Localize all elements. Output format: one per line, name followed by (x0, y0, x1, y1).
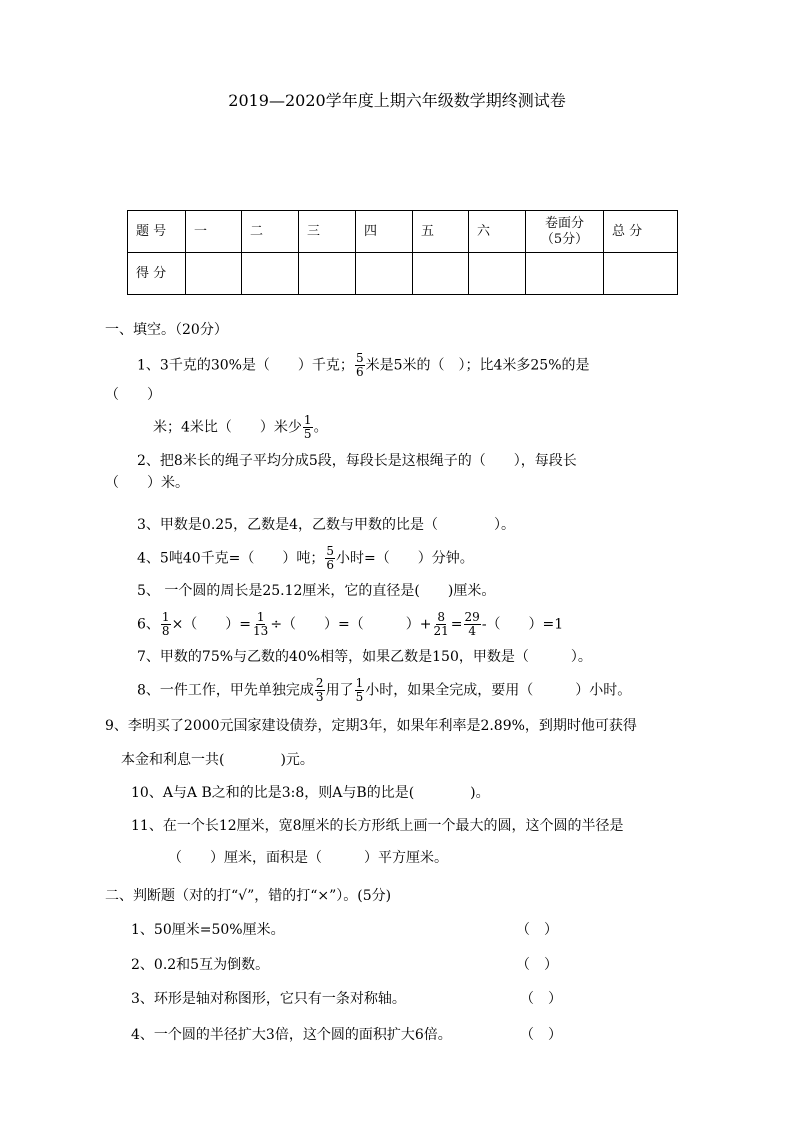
score-cell[interactable] (526, 253, 604, 295)
score-cell[interactable] (413, 253, 469, 295)
question-11-line2: （ ）厘米，面积是（ ）平方厘米。 (168, 850, 448, 866)
judge-item-mark[interactable]: （ ） (520, 1027, 562, 1043)
question-1-blank: （ ） (105, 387, 161, 403)
question-9-line1: 9、李明买了2000元国家建设债券，定期3年，如果年利率是2.89%，到期时他可获得 (105, 718, 637, 734)
judge-item-mark[interactable]: （ ） (520, 991, 562, 1007)
fraction: $\frac{8}{21}$ (433, 610, 449, 638)
fraction: $\frac{2}{3}$ (315, 676, 324, 704)
score-header-cell: 卷面分 （5分） (526, 211, 604, 253)
fraction: $\frac{1}{13}$ (253, 610, 269, 638)
score-header-cell: 题 号 (128, 211, 186, 253)
judge-item-text: 1、50厘米=50%厘米。 (131, 922, 285, 938)
score-cell[interactable] (242, 253, 299, 295)
fraction: $\frac{29}{4}$ (464, 610, 480, 638)
question-4: 4、5吨40千克=（ ）吨； $\frac{5}{6}$ 小时=（ ）分钟。 (137, 544, 474, 572)
question-3: 3、甲数是0.25，乙数是4，乙数与甲数的比是（ ）。 (137, 517, 515, 533)
question-6: 6、 $\frac{1}{8}$ ×（ ）= $\frac{1}{13}$ ÷（ ）=（ ）+ $\frac{8}{21}$ = $\frac{29}{4}$ -（ ）=1 (137, 610, 564, 638)
score-header-cell: 五 (413, 211, 469, 253)
score-header-cell: 四 (356, 211, 413, 253)
score-cell[interactable] (356, 253, 413, 295)
fraction: $\frac{1}{5}$ (355, 676, 364, 704)
fraction: $\frac{5}{6}$ (355, 351, 364, 379)
judge-item-text: 3、环形是轴对称图形，它只有一条对称轴。 (131, 991, 406, 1007)
question-2-line2: （ ）米。 (105, 475, 189, 491)
score-row-label: 得 分 (128, 253, 186, 295)
score-header-cell: 六 (469, 211, 526, 253)
question-10: 10、A与A B之和的比是3:8，则A与B的比是( )。 (131, 785, 490, 801)
score-header-cell: 一 (186, 211, 242, 253)
question-7: 7、甲数的75%与乙数的40%相等，如果乙数是150，甲数是（ ）。 (137, 649, 592, 665)
score-header-cell: 三 (299, 211, 356, 253)
score-table-score-row (128, 253, 678, 295)
score-cell[interactable] (604, 253, 678, 295)
judge-item-text: 4、一个圆的半径扩大3倍，这个圆的面积扩大6倍。 (131, 1027, 452, 1043)
question-1-line1: 1、3千克的30%是（ ）千克； $\frac{5}{6}$ 米是5米的（ ）；比4米多25%的是 (137, 351, 590, 379)
score-header-cell: 总 分 (604, 211, 678, 253)
section1-heading: 一、填空。（20分） (105, 322, 228, 338)
judge-item-text: 2、0.2和5互为倒数。 (131, 957, 270, 973)
score-cell[interactable] (299, 253, 356, 295)
score-cell[interactable] (469, 253, 526, 295)
section2-heading: 二、判断题（对的打“√”，错的打“×”）。(5分) (105, 888, 392, 904)
question-9-line2: 本金和利息一共( )元。 (121, 752, 314, 768)
question-2-line1: 2、把8米长的绳子平均分成5段，每段长是这根绳子的（ ），每段长 (137, 453, 577, 469)
question-5: 5、 一个圆的周长是25.12厘米，它的直径是( )厘米。 (137, 583, 496, 599)
score-table (127, 210, 678, 295)
question-1-line2: 米；4米比（ ）米少 $\frac{1}{5}$ 。 (153, 413, 328, 441)
page-title: 2019—2020学年度上期六年级数学期终测试卷 (228, 91, 566, 110)
fraction: $\frac{5}{6}$ (326, 544, 334, 572)
judge-item-mark[interactable]: （ ） (516, 957, 558, 973)
score-cell[interactable] (186, 253, 242, 295)
judge-item-mark[interactable]: （ ） (516, 922, 558, 938)
question-8: 8、一件工作，甲先单独完成 $\frac{2}{3}$ 用了 $\frac{1}{5}$ 小时，如果全完成，要用（ ）小时。 (137, 676, 632, 704)
question-11-line1: 11、在一个长12厘米，宽8厘米的长方形纸上画一个最大的圆，这个圆的半径是 (131, 818, 624, 834)
score-header-cell: 二 (242, 211, 299, 253)
score-table-header-row (128, 211, 678, 253)
fraction: $\frac{1}{5}$ (303, 413, 312, 441)
fraction: $\frac{1}{8}$ (161, 610, 170, 638)
